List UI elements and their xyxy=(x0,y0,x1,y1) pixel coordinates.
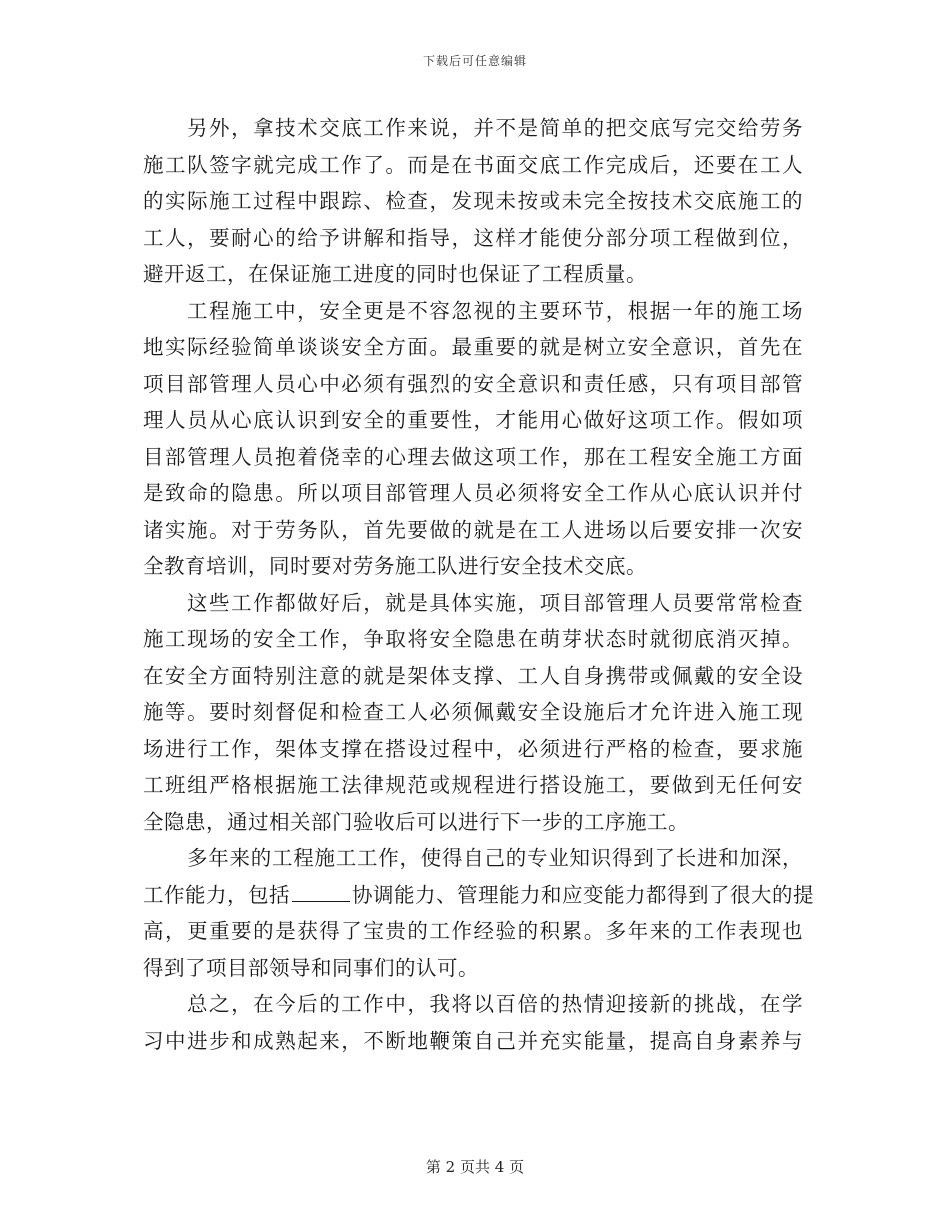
text-line: 地实际经验简单谈谈安全方面。最重要的就是树立安全意识，首先在 xyxy=(143,335,803,359)
text-line: 全教育培训，同时要对劳务施工队进行安全技术交底。 xyxy=(143,554,647,578)
fill-in-blank xyxy=(292,883,350,902)
text-line: 工人，要耐心的给予讲解和指导，这样才能使分部分项工程做到位， xyxy=(143,225,803,250)
text-line: 诸实施。对于劳务队，首先要做的就是在工人进场以后要安排一次安 xyxy=(143,517,803,542)
paragraph xyxy=(143,110,803,293)
text-line: 习中进步和成熟起来，不断地鞭策自己并充实能量，提高自身素养与 xyxy=(143,1028,803,1053)
text-line: 是致命的隐患。所以项目部管理人员必须将安全工作从心底认识并付 xyxy=(143,481,803,505)
text-line: 工程施工中，安全更是不容忽视的主要环节，根据一年的施工场 xyxy=(187,298,803,323)
text-line-with-blank xyxy=(143,877,814,914)
text-segment: 工作能力，包括 xyxy=(143,882,290,907)
text-line: 总之，在今后的工作中，我将以百倍的热情迎接新的挑战，在学 xyxy=(187,992,803,1016)
paragraph xyxy=(143,986,803,1059)
paragraph xyxy=(143,840,814,986)
text-line: 多年来的工程施工工作，使得自己的专业知识得到了长进和加深， xyxy=(187,846,803,870)
text-line: 施工现场的安全工作，争取将安全隐患在萌芽状态时就彻底消灭掉。 xyxy=(143,627,803,651)
paragraph xyxy=(143,585,803,841)
text-line: 场进行工作，架体支撑在搭设过程中，必须进行严格的检查，要求施 xyxy=(143,736,803,761)
text-line: 的实际施工过程中跟踪、检查，发现未按或未完全按技术交底施工的 xyxy=(143,189,803,213)
page-number: 第 2 页共 4 页 xyxy=(425,1158,525,1176)
text-line: 工班组严格根据施工法律规范或规程进行搭设施工，要做到无任何安 xyxy=(143,773,803,797)
text-line: 施等。要时刻督促和检查工人必须佩戴安全设施后才允许进入施工现 xyxy=(143,700,803,724)
text-line: 项目部管理人员心中必须有强烈的安全意识和责任感，只有项目部管 xyxy=(143,371,803,396)
text-segment: 协调能力、管理能力和应变能力都得到了很大的提 xyxy=(352,882,814,907)
text-line: 这些工作都做好后，就是具体实施，项目部管理人员要常常检查 xyxy=(187,590,803,615)
text-line: 施工队签字就完成工作了。而是在书面交底工作完成后，还要在工人 xyxy=(143,152,803,177)
text-line: 高，更重要的是获得了宝贵的工作经验的积累。多年来的工作表现也 xyxy=(143,919,803,943)
paragraph xyxy=(143,293,803,585)
text-line: 全隐患，通过相关部门验收后可以进行下一步的工序施工。 xyxy=(143,809,689,834)
page-header: 下载后可任意编辑 xyxy=(422,54,527,68)
text-line: 得到了项目部领导和同事们的认可。 xyxy=(143,955,479,980)
text-line: 理人员从心底认识到安全的重要性，才能用心做好这项工作。假如项 xyxy=(143,408,803,432)
text-line: 避开返工，在保证施工进度的同时也保证了工程质量。 xyxy=(143,262,647,286)
text-line: 在安全方面特别注意的就是架体支撑、工人自身携带或佩戴的安全设 xyxy=(143,663,803,688)
text-line: 另外，拿技术交底工作来说，并不是简单的把交底写完交给劳务 xyxy=(187,116,803,140)
text-line: 目部管理人员抱着侥幸的心理去做这项工作，那在工程安全施工方面 xyxy=(143,444,803,469)
document-body xyxy=(143,110,814,1059)
